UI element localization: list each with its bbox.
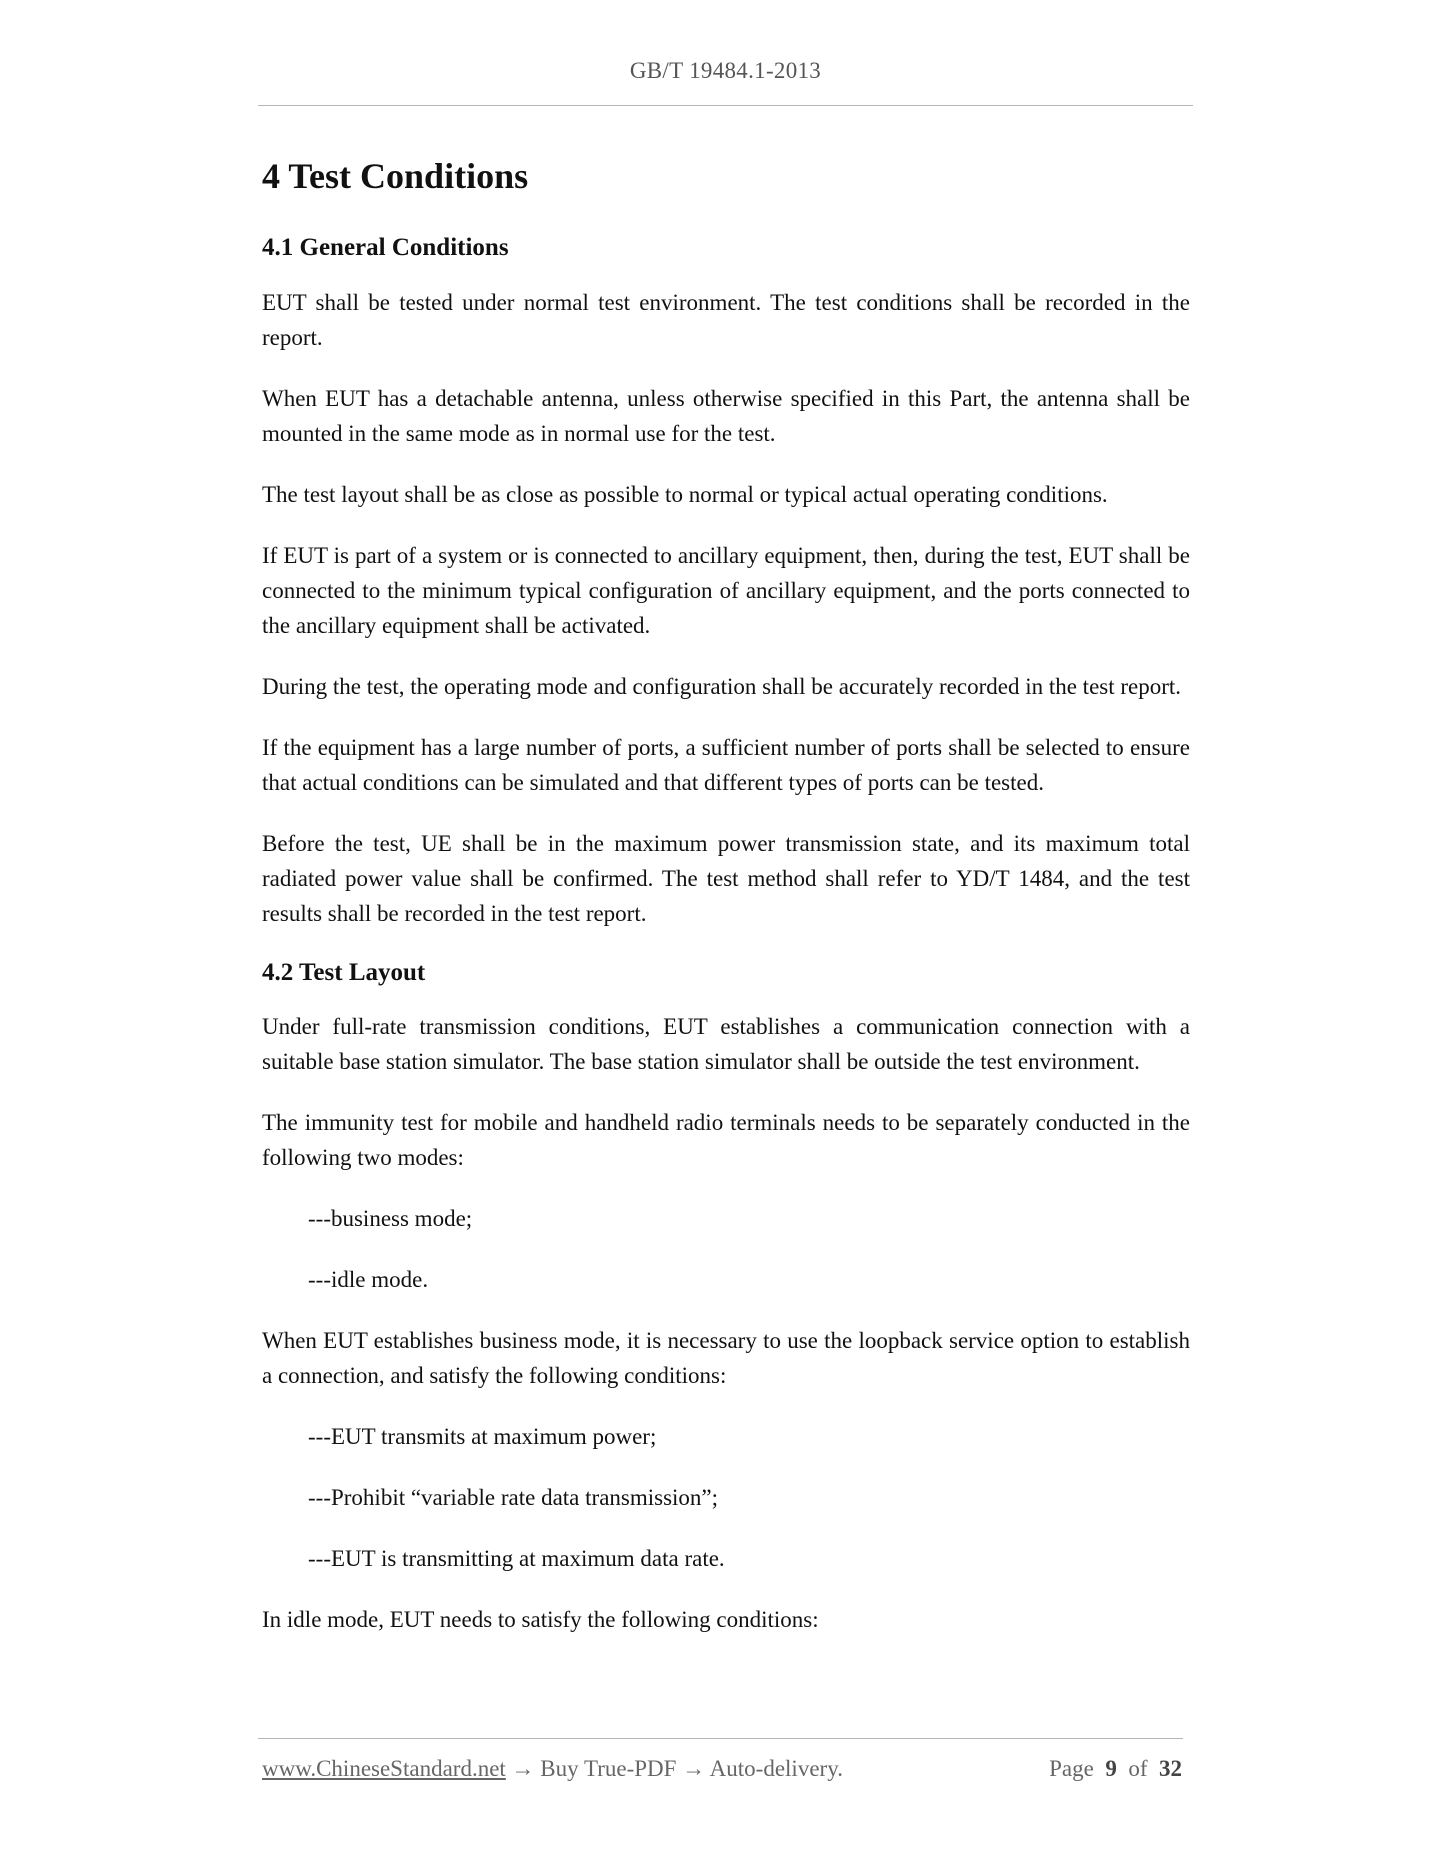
list-item-mode: ---business mode; [308,1206,473,1232]
paragraph: In idle mode, EUT needs to satisfy the following conditions: [262,1607,819,1633]
section-4-2-title: 4.2 Test Layout [262,958,426,986]
of-label: of [1128,1756,1148,1781]
arrow-right-icon: → [682,1756,706,1781]
list-item-condition: ---EUT transmits at maximum power; [308,1424,657,1450]
paragraph: The test layout shall be as close as possible to normal or typical actual operating conditions. [262,481,1108,507]
footer-promo [262,1756,843,1782]
document-body [262,155,1190,1663]
list-item-condition: ---EUT is transmitting at maximum data rate. [308,1546,725,1572]
page-indicator [1049,1756,1182,1782]
page-header-standard-code: GB/T 19484.1-2013 [629,58,822,83]
paragraph: The immunity test for mobile and handheld radio terminals needs to be separately conducted in the following two modes: [262,1110,1190,1171]
header-divider [258,105,1193,106]
site-link[interactable]: www.ChineseStandard.net [262,1756,506,1781]
paragraph: When EUT has a detachable antenna, unless otherwise specified in this Part, the antenna shall be mounted in the same mode as in normal use for the test. [262,385,1190,446]
paragraph: EUT shall be tested under normal test environment. The test conditions shall be recorded in the report. [262,289,1190,350]
page-number: 9 [1105,1756,1117,1781]
chapter-title: 4 Test Conditions [262,156,529,196]
total-pages: 32 [1159,1756,1182,1781]
buy-pdf-text: Buy True-PDF [540,1756,677,1781]
paragraph: If EUT is part of a system or is connected to ancillary equipment, then, during the test, EUT shall be connected to the minimum typical configuration of ancillary equipment, and the ports connected to the ancillary equipment shall be activated. [262,542,1190,638]
paragraph: When EUT establishes business mode, it is necessary to use the loopback service option to establish a connection, and satisfy the following conditions: [262,1328,1190,1389]
paragraph: Before the test, UE shall be in the maximum power transmission state, and its maximum total radiated power value shall be confirmed. The test method shall refer to YD/T 1484, and the test results shall be recorded in the test report. [262,830,1190,926]
page-label: Page [1049,1756,1094,1781]
auto-delivery-text: Auto-delivery. [709,1756,843,1781]
paragraph: During the test, the operating mode and configuration shall be accurately recorded in the test report. [262,673,1182,699]
list-item-condition: ---Prohibit “variable rate data transmission”; [308,1485,719,1511]
footer-divider [258,1738,1183,1739]
arrow-right-icon: → [511,1756,535,1781]
list-item-mode: ---idle mode. [308,1267,429,1293]
section-4-1-title: 4.1 General Conditions [262,234,509,262]
paragraph: If the equipment has a large number of ports, a sufficient number of ports shall be selected to ensure that actual conditions can be simulated and that different types of ports can be tested. [262,734,1190,795]
paragraph: Under full-rate transmission conditions, EUT establishes a communication connection with a suitable base station simulator. The base station simulator shall be outside the test environment. [262,1014,1190,1075]
